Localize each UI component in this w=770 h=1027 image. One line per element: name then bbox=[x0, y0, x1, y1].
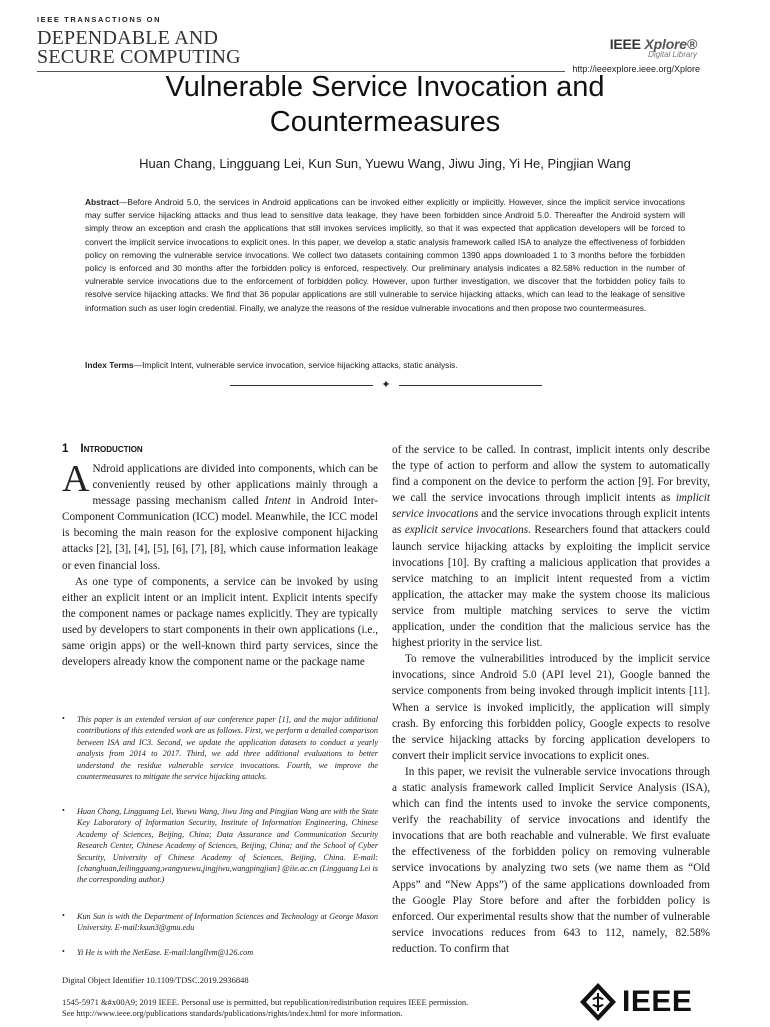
intro-p3a: of the service to be called. In contrast, implicit intents only describe the type of action to perform and allow the system to automatically find a component on the device to perform the action [9]. For brevity, we call the service invocations through implicit intents as bbox=[392, 444, 710, 505]
left-column bbox=[62, 458, 378, 670]
intro-paragraph-2: As one type of components, a service can be invoked by using either an explicit intent or an implicit intent. Explicit intents specify the component names or package names explicitly. They are typically used by developers to start components in their own applications (i.e., same origin apps) or the well-known third party services, since the developers already know the component name or the package name bbox=[62, 575, 378, 669]
intro-paragraph-4: To remove the vulnerabilities introduced by the implicit service invocations, since Android 5.0 (API level 21), Google banned the service components from being invoked through implicit intents [11]. When a service is invoked implicitly, the application will simply crash. By enforcing this forbidden policy, Google expects to resolve the service hijacking attacks by forcing application developers to convert their implicit service invocations to explicit ones. bbox=[392, 653, 710, 762]
journal-name-line2: SECURE COMPUTING bbox=[37, 46, 241, 68]
intro-p3-em2: explicit service invocations bbox=[404, 524, 529, 537]
intro-p3-em1: implicit service invocations bbox=[392, 492, 710, 521]
xplore-brand-italic: Xplore® bbox=[644, 36, 697, 52]
ieee-logo-text: IEEE bbox=[622, 985, 693, 1018]
drop-cap: A bbox=[62, 458, 90, 500]
section-divider bbox=[230, 378, 542, 392]
ieee-xplore-logo bbox=[587, 36, 697, 59]
xplore-brand: IEEE bbox=[609, 36, 641, 52]
doi: Digital Object Identifier 10.1109/TDSC.2019.2936848 bbox=[62, 975, 249, 985]
copyright-notice bbox=[62, 997, 582, 1019]
index-terms-text: —Implicit Intent, vulnerable service invocation, service hijacking attacks, static analysis. bbox=[133, 360, 458, 370]
ieee-logo bbox=[578, 982, 698, 1022]
abstract-label: Abstract bbox=[85, 197, 119, 207]
ieee-diamond-icon bbox=[578, 982, 618, 1022]
journal-name-line1: DEPENDABLE AND bbox=[37, 27, 219, 49]
right-column bbox=[392, 442, 710, 957]
footnote-kun-sun: Kun Sun is with the Department of Information Sciences and Technology at George Mason University. E-mail:ksun3@gmu.edu bbox=[77, 912, 378, 933]
author-list: Huan Chang, Lingguang Lei, Kun Sun, Yuewu Wang, Jiwu Jing, Yi He, Pingjian Wang bbox=[139, 156, 631, 171]
intro-p1-tail: in Android Inter-Component Communication (ICC) model. Meanwhile, the ICC model is becoming the main reason for the explosive component hijacking attacks [2], [3], [4], [5], [6], [7], [8], which cause information leakage or even financial loss. bbox=[62, 495, 378, 572]
intro-p1-text: Ndroid applications are divided into components, which can be conveniently reused by other applications mainly through a message passing mechanism called bbox=[92, 463, 378, 508]
footnote-bullet: • bbox=[62, 947, 65, 956]
intro-paragraph-1 bbox=[62, 458, 378, 574]
section-heading bbox=[62, 443, 143, 455]
copyright-line2: See http://www.ieee.org/publications standards/publications/rights/index.html for more information. bbox=[62, 1008, 403, 1018]
footnote-yi-he: Yi He is with the NetEase. E-mail:langllvm@126.com bbox=[77, 948, 254, 957]
section-title: Introduction bbox=[80, 443, 143, 455]
intro-paragraph-3 bbox=[392, 442, 710, 651]
footnote-extended-version: This paper is an extended version of our conference paper [1], and the major additional contributions of this extended work are as follows. First, we perform a detailed comparison between ISA and IC3. Second, we update the application datasets to conduct a yearly analysis from 2014 to 2017. Third, we add three additional evaluations to better understand the residue vulnerable service invocations. Fourth, we improve the countermeasures to mitigate the service hijacking attacks. bbox=[77, 715, 378, 782]
intro-p1-intent: Intent bbox=[264, 495, 291, 508]
index-terms bbox=[85, 360, 685, 370]
copyright-line1: 1545-5971 &#x00A9; 2019 IEEE. Personal use is permitted, but republication/redistribution requires IEEE permission. bbox=[62, 997, 469, 1007]
section-number: 1 bbox=[62, 443, 69, 455]
paper-title-line1: Vulnerable Service Invocation and bbox=[165, 71, 605, 103]
divider-line-left bbox=[230, 385, 373, 386]
divider-line-right bbox=[399, 385, 542, 386]
journal-name bbox=[37, 29, 241, 67]
journal-kicker: IEEE TRANSACTIONS ON bbox=[37, 15, 162, 24]
footnote-bullet: • bbox=[62, 911, 65, 920]
footnote-bullet: • bbox=[62, 806, 65, 815]
intro-paragraph-5: In this paper, we revisit the vulnerable service invocations through a static analysis framework called Implicit Service Analysis (ISA), which can find the intents used to invoke the service components, verify the reachability of service invocations and identify the invocations that are both reachable and vulnerable. We first evaluate the effectiveness of the forbidden policy on removing vulnerable service invocations by analyzing two sets (we name them as “Old Apps” and “New Apps”) of the same applications downloaded from the Google Play Store before and after the forbidden policy is enforced. Our experimental results show that the number of vulnerable service invocations reduces from 643 to 112, namely, 82.58% reduction. To confirm that bbox=[392, 765, 710, 955]
intro-p3b: and the service invocations through explicit intents as bbox=[392, 508, 711, 537]
divider-diamond-icon: ✦ bbox=[381, 379, 391, 391]
paper-title bbox=[60, 70, 710, 140]
intro-p3c: . Researchers found that attackers could launch service hijacking attacks by exploiting the implicit service invocations [10]. By crafting a malicious application that provides a service matching to an implicit intent requested from a victim application, the attacker may make the system choose its malicious service from multiple matching services to serve the victim application, under the condition that the malicious service has the highest priority in the service list. bbox=[392, 524, 710, 650]
paper-title-line2: Countermeasures bbox=[269, 106, 501, 138]
abstract-text: —Before Android 5.0, the services in Android applications can be invoked either explicitly or implicitly. However, since the implicit service invocations may suffer service hijacking attacks and thus lead to sensitive data leakage, they have been forbidden since Android 5.0. Thereafter the Android system will simply throw an exception and crash the applications that still invokes services implicitly, so that it was expected that application developers will be forced to convert the implicit service invocations to explicit ones. In this paper, we develop a static analysis framework called ISA to analyze the effectiveness of forbidden policy on removing the vulnerable service invocations. We collect two datasets containing common 1390 apps downloaded 1 to 3 months before the forbidden policy is enforced and 30 months after the forbidden policy is enforced, respectively. Our preliminary analysis indicates a 82.58% reduction in the number of vulnerable service invocations due to the enforcement of forbidden policy. However, upon further investigation, we discover that the forbidden policy fails to resolve service hijacking attacks. We find that 36 popular applications are still vulnerable to service hijacking attacks, which can lead to the leakage of sensitive information such as user login credential. Finally, we analyze the reasons of the residue vulnerable invocations and then propose two countermeasures. bbox=[85, 197, 685, 313]
abstract bbox=[85, 196, 685, 315]
index-terms-label: Index Terms bbox=[85, 360, 134, 370]
footnote-bullet: • bbox=[62, 714, 65, 723]
xplore-url[interactable]: http://ieeexplore.ieee.org/Xplore bbox=[572, 64, 700, 74]
xplore-sub: Digital Library bbox=[648, 50, 697, 59]
footnote-affiliations: Huan Chang, Lingguang Lei, Yuewu Wang, Jiwu Jing and Pingjian Wang are with the State Key Laboratory of Information Security, Institute of Information Engineering, Chinese Academy of Sciences, Beijing, China; Data Assurance and Communication Security Research Center, Chinese Academy of Sciences, Beijing, China; and the School of Cyber Security, University of Chinese Academy of Sciences, Beijing, China. E-mail:{changhuan,leilingguang,wangyuewu,jingjiwu,wangpingjian} @iie.ac.cn (Lingguang Lei is the corresponding author.) bbox=[77, 807, 378, 885]
